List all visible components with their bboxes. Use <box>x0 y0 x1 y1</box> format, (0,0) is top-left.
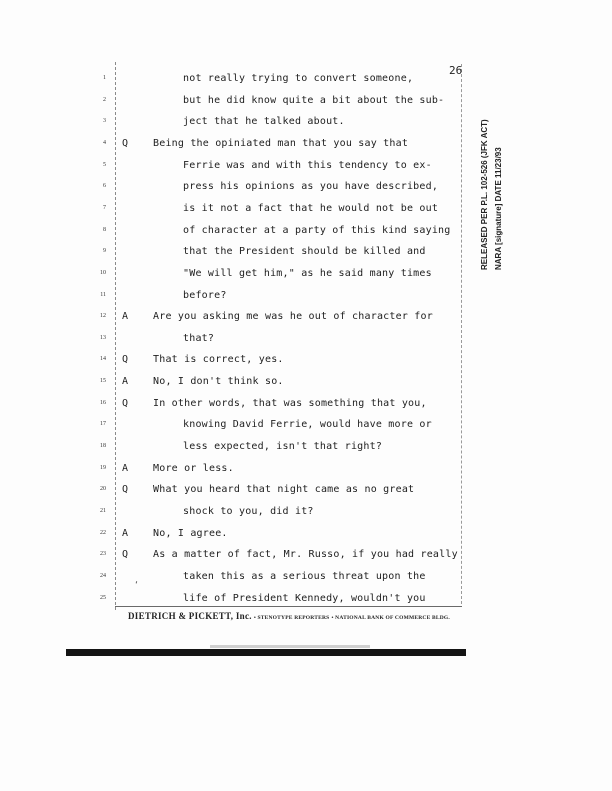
footer-role: STENOTYPE REPORTERS <box>257 615 330 621</box>
transcript-line: shock to you, did it? <box>183 506 314 517</box>
transcript-line: is it not a fact that he would not be out <box>183 202 439 214</box>
release-stamp-line2: NARA [signature] DATE 11/23/93 <box>494 147 503 270</box>
line-number: 11 <box>100 291 106 298</box>
transcript-line: More or less. <box>153 462 234 474</box>
reporter-footer: DIETRICH & PICKETT, Inc. • STENOTYPE REPORTERS • NATIONAL BANK OF COMMERCE BLDG. <box>128 611 450 621</box>
line-number: 25 <box>100 594 106 601</box>
speaker-label: A <box>122 311 129 323</box>
speaker-label: Q <box>122 397 129 409</box>
scan-black-bar <box>66 649 466 656</box>
line-number: 21 <box>100 508 106 514</box>
speaker-label: Q <box>122 549 129 561</box>
line-number: 23 <box>100 551 106 558</box>
line-number: 18 <box>100 443 106 450</box>
transcript-line: but he did know quite a bit about the sub- <box>183 94 445 106</box>
transcript-line: What you heard that night came as no great <box>153 484 415 496</box>
transcript-line: before? <box>183 289 227 301</box>
left-margin-rule <box>115 62 116 610</box>
release-stamp-line1: RELEASED PER P.L. 102-526 (JFK ACT) <box>480 119 489 270</box>
transcript-line: taken this as a serious threat upon the <box>183 570 426 582</box>
line-number: 13 <box>100 334 106 341</box>
transcript-line: less expected, isn't that right? <box>183 441 383 453</box>
line-number: 6 <box>103 183 106 190</box>
transcript-line: that the President should be killed and <box>183 246 426 258</box>
bottom-rule <box>115 606 462 607</box>
line-number: 15 <box>100 378 106 385</box>
line-number: 12 <box>100 313 106 320</box>
line-number: 2 <box>103 96 106 103</box>
transcript-line: Are you asking me was he out of character for <box>153 311 433 323</box>
transcript-line: of character at a party of this kind saying <box>183 224 451 236</box>
transcript-line: life of President Kennedy, wouldn't you <box>183 592 426 604</box>
footer-building: NATIONAL BANK OF COMMERCE BLDG. <box>335 615 450 621</box>
transcript-line: Ferrie was and with this tendency to ex- <box>183 159 432 171</box>
speaker-label: A <box>122 376 129 388</box>
footer-firm: DIETRICH & PICKETT, Inc. <box>128 611 252 621</box>
line-number: 5 <box>103 161 106 168</box>
line-number: 14 <box>100 356 106 363</box>
speaker-label: A <box>122 527 129 539</box>
release-stamp <box>478 60 514 270</box>
speaker-label: A <box>122 462 129 474</box>
line-number: 16 <box>100 399 106 406</box>
transcript-line: "We will get him," as he said many times <box>183 267 432 279</box>
transcript-line: Being the opiniated man that you say that <box>153 137 409 149</box>
transcript-line: No, I don't think so. <box>153 376 284 388</box>
line-number: 1 <box>103 75 106 81</box>
line-number: 4 <box>103 139 106 146</box>
transcript-line: not really trying to convert someone, <box>183 73 414 84</box>
speaker-label: Q <box>122 354 129 366</box>
stray-mark: ‘ <box>134 580 139 589</box>
transcript-line: knowing David Ferrie, would have more or <box>183 419 432 431</box>
scan-artifact <box>200 1 340 9</box>
line-number: 24 <box>100 572 106 579</box>
line-number: 19 <box>100 464 106 471</box>
line-number: 22 <box>100 529 106 536</box>
transcript-line: As a matter of fact, Mr. Russo, if you had really <box>153 549 458 561</box>
transcript-line: press his opinions as you have described, <box>183 181 439 193</box>
transcript-line: No, I agree. <box>153 527 228 539</box>
line-number: 7 <box>103 204 106 211</box>
right-margin-rule <box>461 64 462 604</box>
speaker-label: Q <box>122 484 129 496</box>
line-number: 3 <box>103 118 106 125</box>
line-number: 9 <box>103 248 106 255</box>
line-number: 20 <box>100 486 106 493</box>
transcript-line: that? <box>183 332 215 344</box>
transcript-line: In other words, that was something that you, <box>153 397 427 409</box>
scan-artifact-faint <box>210 645 370 648</box>
speaker-label: Q <box>122 137 129 149</box>
page-number: 26 <box>449 64 463 77</box>
transcript-line: ject that he talked about. <box>183 116 345 128</box>
release-stamp-text <box>478 60 506 270</box>
line-number: 8 <box>103 226 106 233</box>
transcript-line: That is correct, yes. <box>153 354 284 366</box>
line-number: 10 <box>100 269 106 276</box>
line-number: 17 <box>100 421 106 428</box>
